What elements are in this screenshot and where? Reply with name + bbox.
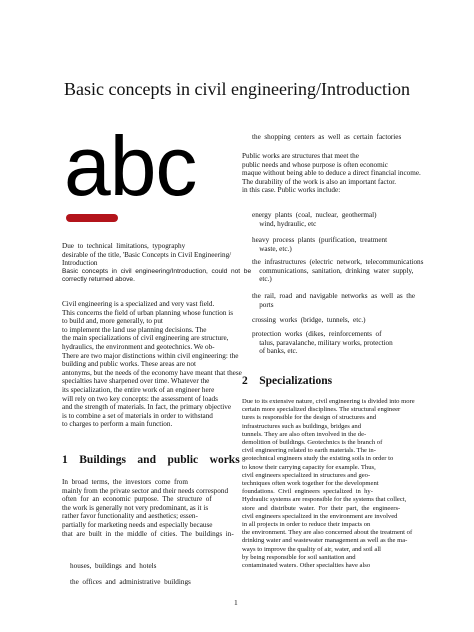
section-2-heading: 2 Specializations (242, 375, 333, 387)
section-1-paragraph: In broad terms, the investors come from mainly from the private sector and their needs correspond often for an economic purpose. The structure of the work is generally not very predominant, as it is rather favor functionality and aesthetics; essen- partially for marketing needs and especially because that are built in the middle of cities. The buildings in- (62, 478, 234, 538)
list-item: energy plants (coal, nuclear, geothermal) wind, hydraulic, etc (252, 211, 377, 228)
notice-small-text: Basic concepts in civil engineering/Introduction, could not be correctly returned above. (62, 268, 252, 284)
list-item: houses, buildings and hotels (70, 562, 157, 570)
section-1-heading: 1 Buildings and public works (62, 454, 240, 466)
page-number: 1 (234, 598, 238, 607)
abc-logo-text: abc (64, 119, 197, 213)
public-works-paragraph: Public works are structures that meet the public needs and whose purpose is often economic maque without being able to deduce a direct financial income. The durability of the work is also an important factor. in this case. Public works include: (242, 152, 421, 195)
abc-logo (64, 119, 224, 224)
list-item: crossing works (bridge, tunnels, etc.) (252, 316, 366, 324)
list-item: the offices and administrative buildings (70, 578, 191, 586)
intro-paragraph: Civil engineering is a specialized and very vast field. This concerns the field of urban planning whose function is to build and, more generally, to put to implement the land use planning decisions. The the main specializations of civil engineering are structure, hydraulics, the environment and geotechnics. We ob- There are two major distinctions within civil engineering: the building and public works. These areas are not antonyms, but the needs of the economy have meant that these specialties have sharpened over time. Whatever the its specialization, the entire work of an engineer here will rely on two key concepts: the assessment of loads and the strength of materials. In fact, the primary objective is to combine a set of materials in order to withstand to charges to perform a main function. (62, 300, 242, 429)
list-item: heavy process plants (purification, treatment waste, etc.) (252, 236, 388, 253)
list-item: protection works (dikes, reinforcements of talus, paravalanche, military works, protection of banks, etc. (252, 330, 393, 356)
notice-text: Due to technical limitations, typography desirable of the title, 'Basic Concepts in Civil Engineering/ Introduction (62, 242, 232, 268)
section-2-paragraph: Due to its extensive nature, civil engineering is divided into more certain more specialized disciplines. The structural engineer tures is responsible for the design of structures and infrastructures such as buildings, bridges and tunnels. They are also often involved in the de- demolition of buildings. Geotechnics is the branch of civil engineering related to earth materials. The in- geotechnical engineers study the existing soils in order to to know their carrying capacity for example. Thus, civil engineers specialized in structures and geo- techniques often work together for the development foundations. Civil engineers specialized in hy- Hydraulic systems are responsible for the systems that collect, store and distribute water. For their part, the engineers- civil engineers specialized in the environment are involved in all projects in order to reduce their impacts on the environment. They are also concerned about the treatment of drinking water and wastewater management as well as the ma- ways to improve the quality of air, water, and soil all by being responsible for soil sanitation and contaminated waters. Other specialties have also (242, 398, 415, 570)
list-item: the shopping centers as well as certain factories (252, 133, 402, 141)
list-item: the rail, road and navigable networks as well as the ports (252, 292, 416, 309)
page-title: Basic concepts in civil engineering/Introduction (64, 79, 410, 99)
list-item: the infrastructures (electric network, telecommunications communications, sanitation, drinking water supply, etc.) (252, 258, 424, 284)
abc-logo-underline (66, 214, 118, 222)
